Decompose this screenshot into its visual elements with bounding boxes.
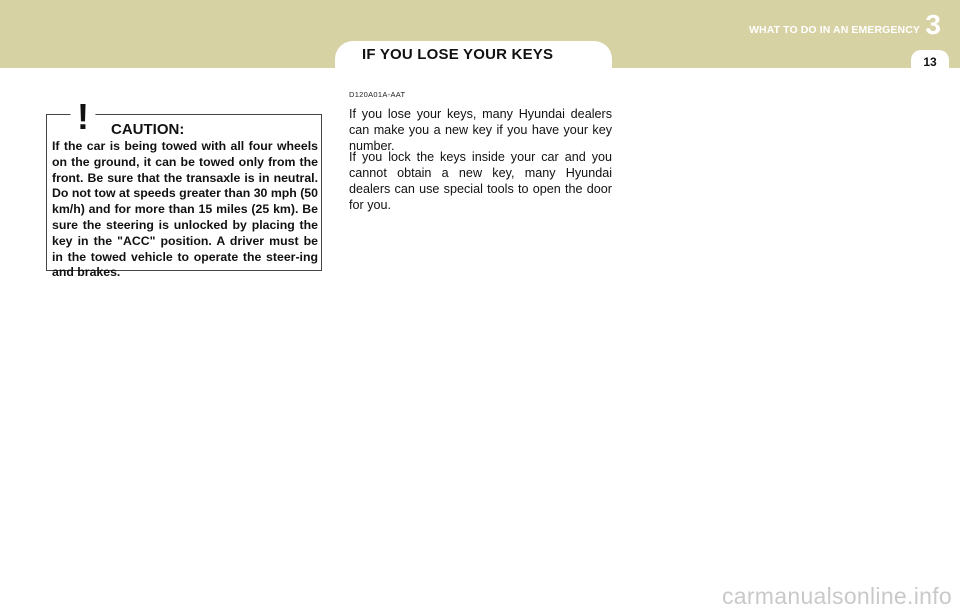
caution-title: CAUTION: xyxy=(111,121,185,138)
section-title: IF YOU LOSE YOUR KEYS xyxy=(362,46,554,63)
caution-text: If the car is being towed with all four wheels on the ground, it can be towed only from the front. Be sure that the transaxle is in neutral. Do not tow at speeds greater than 30 mph (50 km/h) and for more than 15 miles (25 km). Be sure the steering is unlocked by placing the key in the "ACC" position. A driver must be in the towed vehicle to operate the steer-ing and brakes. xyxy=(52,139,318,280)
page-number: 13 xyxy=(923,55,937,69)
chapter-title: WHAT TO DO IN AN EMERGENCY xyxy=(749,24,920,36)
paragraph-locked-keys: If you lock the keys inside your car and you cannot obtain a new key, many Hyundai dealers can use special tools to open the door for you. xyxy=(349,150,612,212)
reference-code: D120A01A-AAT xyxy=(349,90,406,99)
warning-triangle-icon xyxy=(60,91,106,133)
paragraph-lost-keys: If you lose your keys, many Hyundai dealers can make you a new key if you have your key number. xyxy=(349,107,612,153)
watermark: carmanualsonline.info xyxy=(721,583,952,609)
chapter-number: 3 xyxy=(925,9,941,40)
svg-text:!: ! xyxy=(77,96,89,133)
